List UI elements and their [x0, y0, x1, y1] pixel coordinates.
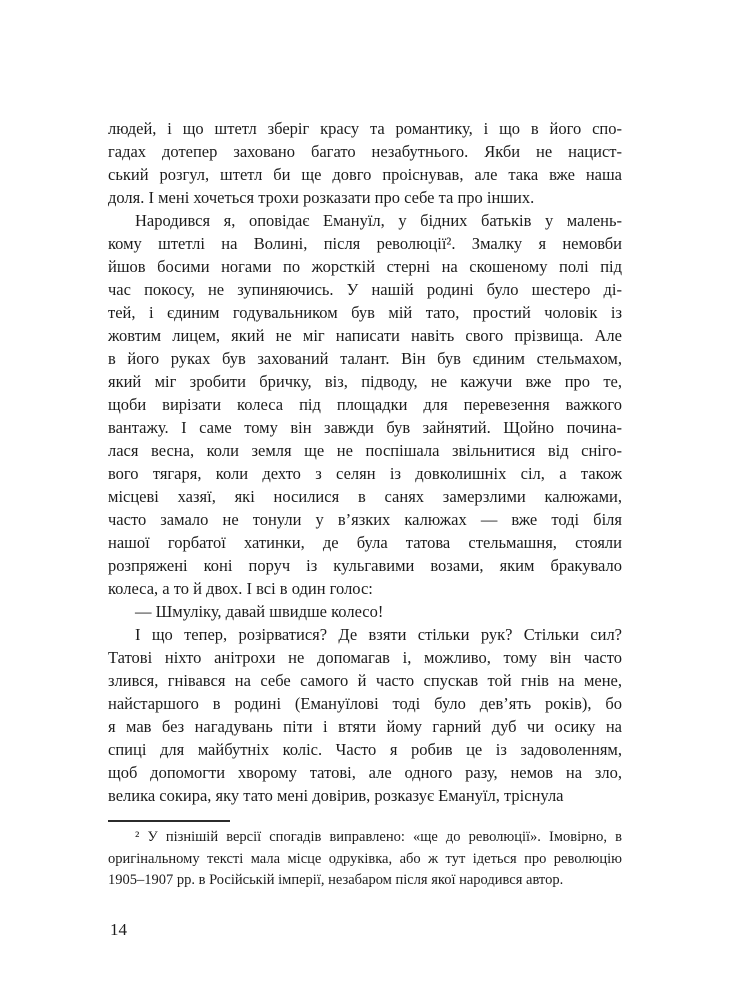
footnote-line: оригінальному тексті мала місце одруківка, або ж тут ідеться про революцію — [108, 850, 622, 867]
text-line: нашої горбатої хатинки, де була татова стельмашня, стояли — [108, 533, 622, 552]
text-line: часто замало не тонули у в’язких калюжах — вже тоді біля — [108, 510, 622, 529]
footnote — [108, 827, 622, 892]
text-line: час покосу, не зупиняючись. У нашій родині було шестеро ді- — [108, 280, 622, 299]
text-line: щоб допомогти хворому татові, але одного разу, немов на зло, — [108, 763, 622, 782]
text-line: кому штетлі на Волині, після революції². Змалку я немовби — [108, 234, 622, 253]
text-line: тей, і єдиним годувальником був мій тато, простий чоловік із — [108, 303, 622, 322]
text-line: місцеві хазяї, які носилися в санях замерзлими калюжами, — [108, 487, 622, 506]
text-line: жовтим лицем, який не міг написати навіть свого прізвища. Але — [108, 326, 622, 345]
text-line: розпряжені коні поруч із кульгавими возами, яким бракувало — [108, 556, 622, 575]
page-number: 14 — [110, 920, 127, 939]
text-line: Народився я, оповідає Емануїл, у бідних батьків у малень- — [135, 211, 622, 230]
text-line: який міг зробити бричку, віз, підводу, не кажучи вже про те, — [108, 372, 622, 391]
footnote-line: 1905–1907 рр. в Російській імперії, незабаром після якої народився автор. — [108, 872, 564, 888]
page-body — [108, 117, 622, 892]
text-line: велика сокира, яку тато мені довірив, розказує Емануїл, тріснула — [108, 786, 564, 805]
text-line: злився, гнівався на себе самого й часто спускав той гнів на мене, — [108, 671, 622, 690]
text-line: Татові ніхто анітрохи не допомагав і, можливо, тому він часто — [108, 648, 622, 667]
text-line: вантажу. І саме тому він завжди був зайнятий. Щойно почина- — [108, 418, 622, 437]
text-line: спиці для майбутніх коліс. Часто я робив це із задоволенням, — [108, 740, 622, 759]
text-line: І що тепер, розірватися? Де взяти стільки рук? Стільки сил? — [135, 625, 622, 644]
dialogue-line: — Шмуліку, давай швидше колесо! — [135, 602, 384, 621]
text-line: гадах дотепер заховано багато незабутнього. Якби не нацист- — [108, 142, 622, 161]
text-line: колеса, а то й двох. І всі в один голос: — [108, 579, 373, 598]
text-line: доля. І мені хочеться трохи розказати про себе та про інших. — [108, 188, 535, 207]
text-line: щоби вирізати колеса під площадки для перевезення важкого — [108, 395, 622, 414]
footnote-separator — [108, 820, 230, 822]
text-line: людей, і що штетл зберіг красу та романтику, і що в його спо- — [108, 119, 622, 138]
text-line: в його руках був захований талант. Він був єдиним стельмахом, — [108, 349, 622, 368]
text-line: йшов босими ногами по жорсткій стерні на скошеному полі під — [108, 257, 622, 276]
text-line: вого тягаря, коли дехто з селян із довколишніх сіл, а також — [108, 464, 622, 483]
text-line: лася весна, коли земля ще не поспішала звільнитися від сніго- — [108, 441, 622, 460]
text-line: ський розгул, штетл би ще довго проіснував, але така вже наша — [108, 165, 622, 184]
text-line: я мав без нагадувань піти і втяти йому гарний дуб чи осику на — [108, 717, 622, 736]
text-line: найстаршого в родині (Емануїлові тоді було дев’ять років), бо — [108, 694, 622, 713]
footnote-line: ² У пізнішій версії спогадів виправлено: «ще до революції». Імовірно, в — [135, 829, 622, 845]
